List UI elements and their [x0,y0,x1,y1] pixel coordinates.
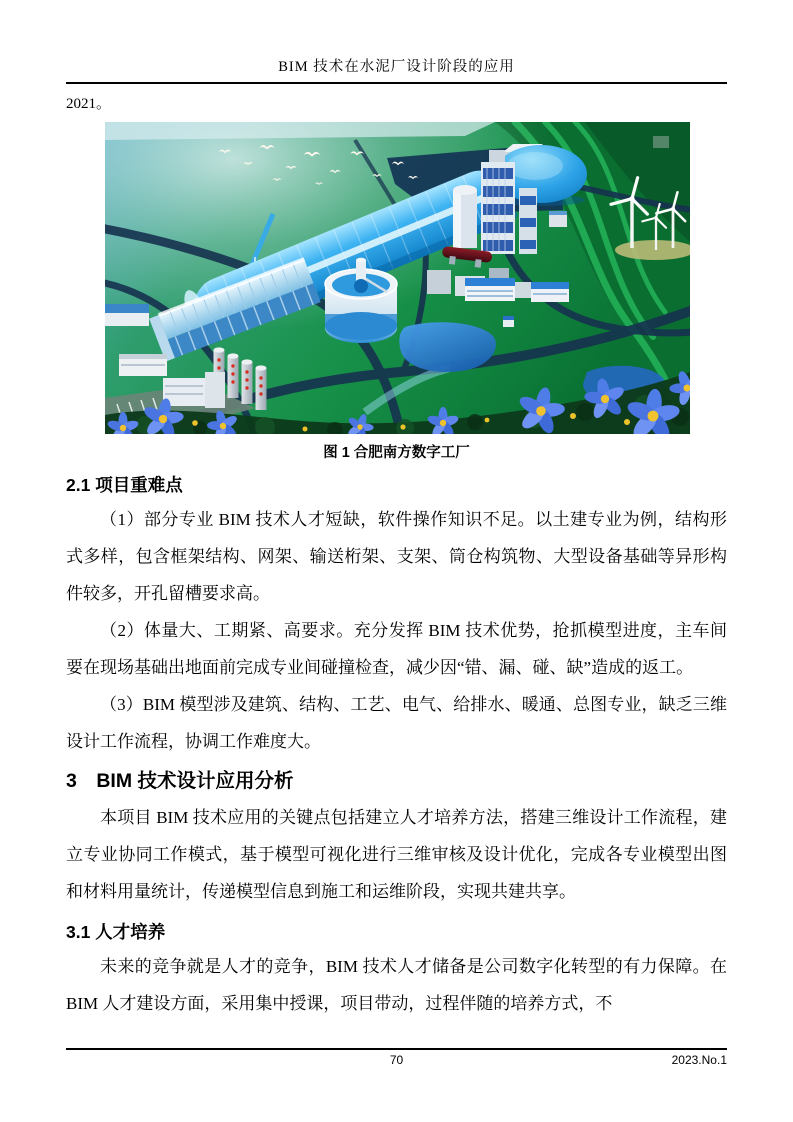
figure-1 [105,122,690,434]
figure-caption: 图 1 合肥南方数字工厂 [323,445,470,461]
journal-issue: 2023.No.1 [671,1053,727,1067]
running-header-title: BIM 技术在水泥厂设计阶段的应用 [278,59,515,75]
paragraph-fragment-2021: 2021。 [66,96,112,112]
factory-3d-render-image [105,122,690,434]
paragraph-difficulty-3: （3）BIM 模型涉及建筑、结构、工艺、电气、给排水、暖通、总图专业，缺乏三维设计工作流程，协调工作难度大。 [66,695,727,751]
footer-row [66,1053,727,1067]
section-heading-3-1: 3.1 人才培养 [66,922,166,942]
paragraph-difficulty-1: （1）部分专业 BIM 技术人才短缺，软件操作知识不足。以土建专业为例，结构形式多样，包含框架结构、网架、输送桁架、支架、筒仓构筑物、大型设备基础等异形构件较多，开孔留槽要求高。 [66,510,727,603]
paragraph-difficulty-2: （2）体量大、工期紧、高要求。充分发挥 BIM 技术优势，抢抓模型进度，主车间要在现场基础出地面前完成专业间碰撞检查，减少因“错、漏、碰、缺”造成的返工。 [66,621,727,677]
header-rule [66,82,727,84]
section-heading-2-1: 2.1 项目重难点 [66,475,183,495]
paragraph-talent-training: 未来的竞争就是人才的竞争，BIM 技术人才储备是公司数字化转型的有力保障。在 BIM 人才建设方面，采用集中授课，项目带动，过程伴随的培养方式，不 [66,957,727,1013]
page-number: 70 [389,1053,404,1067]
paragraph-section3-intro: 本项目 BIM 技术应用的关键点包括建立人才培养方法，搭建三维设计工作流程，建立专业协同工作模式，基于模型可视化进行三维审核及设计优化，完成各专业模型出图和材料用量统计，传递模型信息到施工和运维阶段，实现共建共享。 [66,808,727,901]
page-footer [66,1048,727,1067]
section-heading-3: 3 BIM 技术设计应用分析 [66,770,294,792]
footer-rule [66,1048,727,1050]
